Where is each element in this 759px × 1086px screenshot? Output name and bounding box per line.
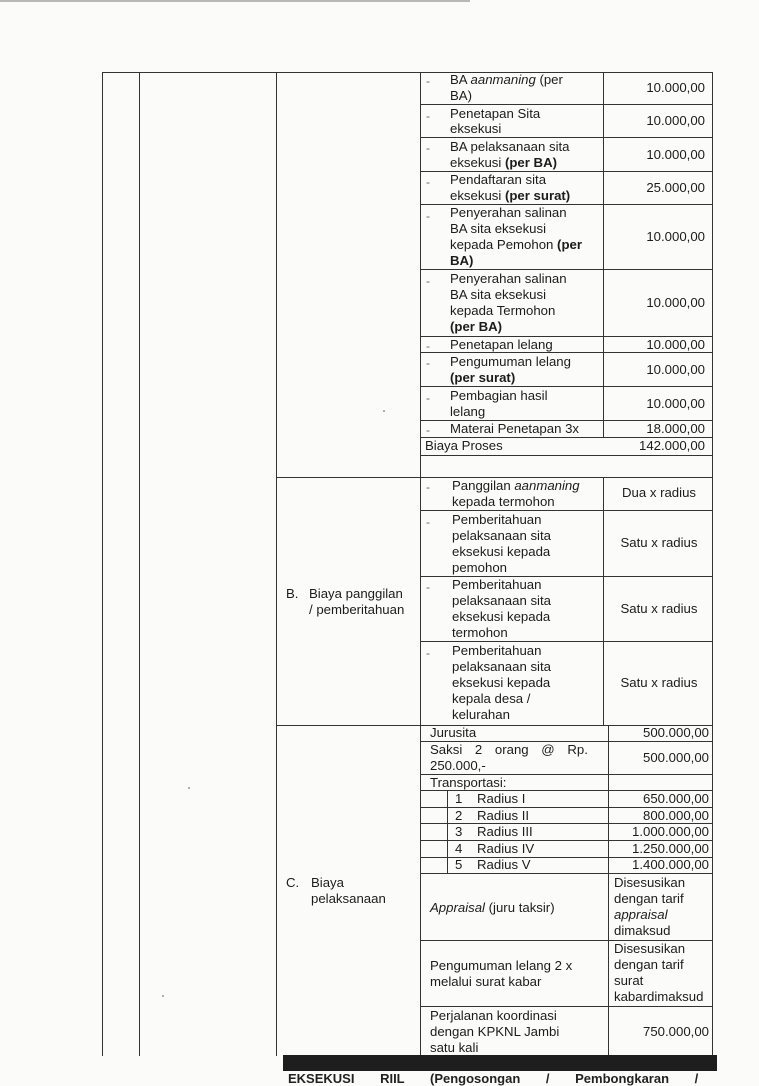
amount: 10.000,00	[646, 295, 705, 310]
amount: 18.000,00	[646, 421, 705, 436]
scan-speck	[162, 995, 164, 997]
amount: 10.000,00	[646, 147, 705, 162]
table-footer-band	[283, 1055, 717, 1071]
amount: 142.000,00	[638, 438, 705, 453]
amount: 10.000,00	[646, 362, 705, 377]
scan-speck	[188, 787, 190, 789]
scan-speck	[383, 410, 385, 412]
amount: 10.000,00	[646, 80, 705, 95]
amount: 500.000,00	[642, 725, 709, 740]
amount: 10.000,00	[646, 396, 705, 411]
amount: 10.000,00	[646, 229, 705, 244]
scan-top-edge	[0, 0, 470, 2]
value: Dua x radius	[621, 485, 697, 500]
amount: 25.000,00	[646, 180, 705, 195]
amount: 750.000,00	[642, 1024, 709, 1039]
value: Satu x radius	[620, 675, 698, 690]
amount: 10.000,00	[646, 113, 705, 128]
amount: 10.000,00	[646, 337, 705, 352]
next-section-heading: EKSEKUSI RIIL (Pengosongan / Pembongkaran /	[288, 1071, 699, 1086]
value: Satu x radius	[620, 535, 698, 550]
value: Satu x radius	[620, 601, 698, 616]
amount: 500.000,00	[642, 750, 709, 765]
